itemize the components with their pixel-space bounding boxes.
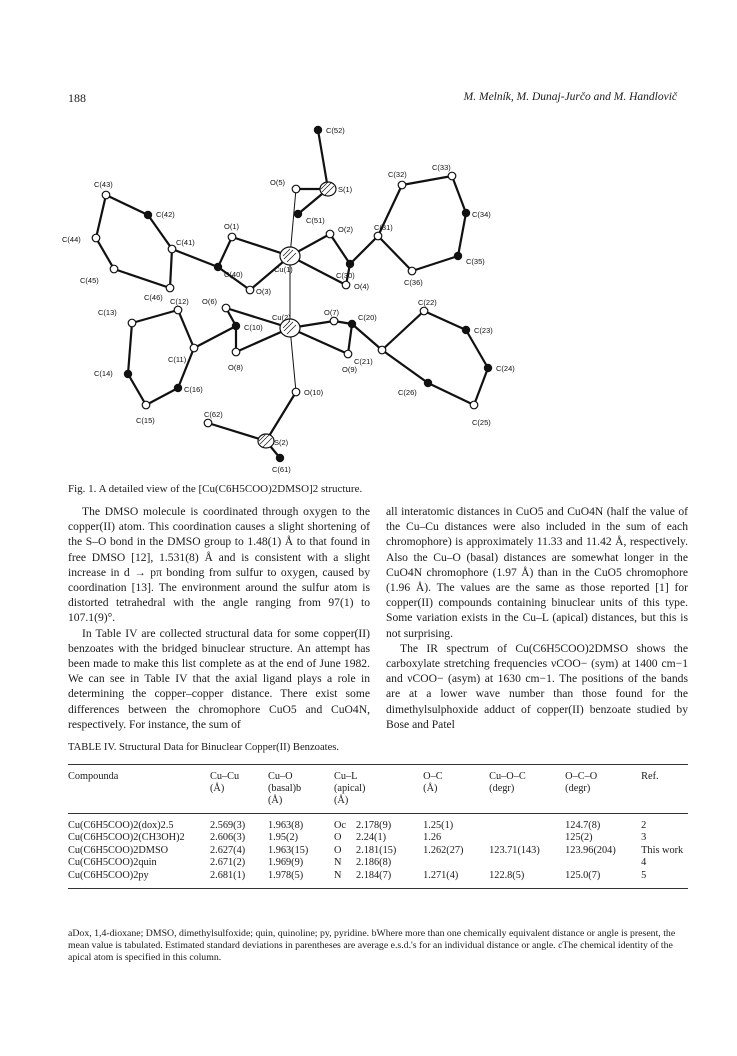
atom-C(12) (174, 306, 182, 314)
page-number: 188 (68, 91, 86, 105)
table-cell (423, 857, 489, 869)
body-column-left (68, 504, 370, 732)
atom-C(26) (424, 379, 431, 386)
atom-label: C(13) (98, 308, 117, 317)
atom-C(25) (470, 401, 478, 409)
table-cell (489, 814, 565, 833)
table-cell: 4 (641, 857, 647, 869)
atom-C(35) (454, 252, 461, 259)
atom-O(9) (344, 350, 352, 358)
bond-C(40)-C(41) (172, 249, 218, 267)
atom-label: C(45) (80, 276, 99, 285)
atom-C(42) (144, 211, 151, 218)
table-cell: Cu(C6H5COO)2py (68, 870, 210, 889)
bond-C(45)-C(46) (114, 269, 170, 288)
header-line: Cu–L (334, 771, 358, 782)
table-cell: 123.96(204) (565, 844, 616, 856)
atom-label: C(11) (168, 355, 187, 364)
atom-label: C(31) (374, 223, 393, 232)
table-row (68, 870, 688, 889)
atom-label: C(33) (432, 163, 451, 172)
table-iv (68, 764, 688, 889)
footnote-text: aDox, 1,4-dioxane; DMSO, dimethylsulfoxide; quin, quinoline; py, pyridine. bWhere more than one chemically equivalent distance or angle is present, the mean value is tabulated. Estimated standard deviations in parentheses are average e.s.d.'s for an individual distance or angle. cThe chemical identity of the apical atom is specified in this column. (68, 928, 676, 964)
col-header-cu-cu (210, 765, 268, 814)
atom-label: C(10) (244, 323, 263, 332)
atom-label: C(46) (144, 293, 163, 302)
bond-C(34)-C(35) (458, 213, 466, 256)
atom-C(44) (92, 234, 100, 242)
atom-C(33) (448, 172, 456, 180)
bond-C(41)-C(42) (148, 215, 172, 249)
table-cell: O (334, 832, 342, 844)
ortep-diagram (60, 118, 700, 478)
bond-C(30)-C(31) (350, 236, 378, 264)
table-cell: Oc (334, 820, 347, 831)
atom-label: C(14) (94, 369, 113, 378)
bond-O(2)-C(30) (330, 234, 350, 264)
atom-label: O(10) (304, 388, 324, 397)
atom-label: C(24) (496, 364, 515, 373)
atom-label: C(41) (176, 238, 195, 247)
atom-label: C(62) (204, 410, 223, 419)
table-cell: 2.671(2) (210, 857, 246, 869)
atom-C(34) (462, 209, 469, 216)
header-line: (Å) (210, 783, 225, 794)
col-header-cu-l (334, 765, 423, 814)
header-line: (degr) (565, 783, 591, 794)
running-head: M. Melník, M. Dunaj-Jurčo and M. Handlovič (463, 91, 677, 103)
bond-C(52)-S(1) (318, 130, 328, 189)
atom-O(2) (326, 230, 334, 238)
atom-S(2) (258, 434, 274, 448)
table-cell: 1.271(4) (423, 870, 489, 889)
header-line: Cu–O (268, 771, 293, 782)
bond-C(13)-C(14) (128, 323, 132, 374)
structural-data-table (68, 764, 688, 889)
header-line: (Å) (268, 795, 283, 806)
table-row (68, 857, 688, 869)
table-cell: 2.178(9) (356, 820, 392, 831)
col-header-compound (68, 765, 210, 814)
bond-C(46)-C(41) (170, 249, 172, 288)
atom-label: O(9) (342, 365, 357, 374)
table-cell: N (334, 870, 356, 889)
col-header-o-c-o (565, 765, 641, 814)
paragraph: The IR spectrum of Cu(C6H5COO)2DMSO shows the carboxylate stretching frequencies νCOO− (sym) at 1400 cm−1 and νCOO− (asym) at 1630 cm−1. The positions of the bands are at a lower wave number than those found for the dimethylsulphoxide adduct of copper(II) benzoate studied by Bose and Patel (386, 641, 688, 731)
bond-Cu(2)-O(10) (290, 328, 296, 392)
bond-C(26)-C(21) (382, 350, 428, 383)
atom-label: O(1) (224, 222, 239, 231)
header-line: (apical) (334, 783, 366, 794)
table-cell: 3 (641, 832, 647, 844)
bond-C(23)-C(24) (466, 330, 488, 368)
atom-C(31) (374, 232, 382, 240)
bond-C(12)-C(13) (132, 310, 178, 323)
table-cell: Cu(C6H5COO)2quin (68, 857, 157, 869)
bond-C(15)-C(16) (146, 388, 178, 405)
table-cell (489, 832, 565, 844)
col-header-cu-o-c (489, 765, 565, 814)
bond-C(25)-C(26) (428, 383, 474, 405)
bond-C(36)-C(31) (378, 236, 412, 271)
paragraph: all interatomic distances in CuO5 and CuO4N (half the value of the Cu–Cu distances were also included in the sum of each chromophore) is approximately 11.33 and 11.42 Å, respectively. Also the Cu–O (basal) distances are somewhat longer in the CuO4N chromophore (1.97 Å) than in the CuO5 chromophore (1.96 Å). The values are the same as those reported [1] for copper(II) compounds containing binuclear units of this type. Some variation exists in the Cu–L (apical) distances, but this is not surprising. (386, 505, 688, 640)
table-title: TABLE IV. Structural Data for Binuclear Copper(II) Benzoates. (68, 742, 340, 753)
atom-O(3) (246, 286, 254, 294)
atom-label: C(30) (336, 271, 355, 280)
bond-C(11)-C(12) (178, 310, 194, 348)
bond-C(32)-C(33) (402, 176, 452, 185)
table-cell: 1.969(9) (268, 857, 304, 869)
bond-C(43)-C(44) (96, 195, 106, 238)
atom-label: O(3) (256, 287, 271, 296)
atom-label: C(12) (170, 297, 189, 306)
header-line: Compounda (68, 771, 119, 782)
atom-C(14) (124, 370, 131, 377)
table-row (68, 832, 688, 844)
atom-C(15) (142, 401, 150, 409)
table-cell: 125(2) (565, 832, 593, 844)
header-line: Cu–Cu (210, 771, 240, 782)
header-line: (degr) (489, 783, 515, 794)
atom-label: O(6) (202, 297, 217, 306)
atom-label: C(34) (472, 210, 491, 219)
table-cell: 1.963(8) (268, 820, 304, 831)
atom-C(62) (204, 419, 212, 427)
atom-label: Cu(2) (272, 313, 291, 322)
bond-C(16)-C(11) (178, 348, 194, 388)
atom-C(36) (408, 267, 416, 275)
atom-label: C(51) (306, 216, 325, 225)
table-cell: 2.24(1) (356, 832, 387, 844)
atom-C(32) (398, 181, 406, 189)
bond-C(21)-C(22) (382, 311, 424, 350)
atom-label: C(15) (136, 416, 155, 425)
table-cell: 2.184(7) (356, 870, 423, 889)
atom-O(1) (228, 233, 236, 241)
table-cell: 124.7(8) (565, 820, 601, 831)
atom-label: C(21) (354, 357, 373, 366)
atom-C(45) (110, 265, 118, 273)
table-cell: N (334, 857, 342, 869)
header-line: O–C–O (565, 771, 598, 782)
atom-label: S(2) (274, 438, 289, 447)
body-column-right (386, 504, 688, 732)
atom-label: C(20) (358, 313, 377, 322)
atom-C(61) (276, 454, 283, 461)
table-cell: 1.978(5) (268, 870, 334, 889)
atom-C(10) (232, 322, 239, 329)
atom-C(40) (214, 263, 221, 270)
bond-S(2)-C(62) (208, 423, 266, 441)
bond-C(20)-C(21) (352, 324, 382, 350)
table-cell: 2.186(8) (356, 857, 392, 869)
table-cell: 2.569(3) (210, 820, 246, 831)
col-header-cu-o (268, 765, 334, 814)
atom-O(6) (222, 304, 230, 312)
atom-label: C(25) (472, 418, 491, 427)
atom-label: C(40) (224, 270, 243, 279)
atom-C(51) (294, 210, 301, 217)
atom-label: C(32) (388, 170, 407, 179)
table-cell: O (334, 844, 342, 856)
atom-S(1) (320, 182, 336, 196)
atom-label: O(7) (324, 308, 339, 317)
atom-C(46) (166, 284, 174, 292)
table-cell: Cu(C6H5COO)2(CH3OH)2 (68, 832, 185, 844)
bond-C(24)-C(25) (474, 368, 488, 405)
atom-label: C(16) (184, 385, 203, 394)
header-line: Ref. (641, 771, 659, 782)
atom-label: C(61) (272, 465, 291, 474)
paragraph: The DMSO molecule is coordinated through oxygen to the copper(II) atom. This coordination causes a slight shortening of the S–O bond in the DMSO group to 1.48(1) Å to that found in free DMSO [12], 1.531(8) Å and is consistent with a slight increase in d → pπ bonding from sulfur to oxygen, caused by coordination [13]. The environment around the sulfur atom is distorted tetrahedral with the angle ranging from 97(1) to 107.1(9)°. (68, 505, 370, 625)
atom-label: C(52) (326, 126, 345, 135)
table-cell: Cu(C6H5COO)2(dox)2.5 (68, 820, 174, 831)
atom-C(16) (174, 384, 181, 391)
table-cell: This work (641, 844, 684, 856)
table-cell (489, 857, 565, 869)
atom-label: C(22) (418, 298, 437, 307)
atom-C(13) (128, 319, 136, 327)
table-cell (565, 857, 641, 869)
table-cell: 1.95(2) (268, 832, 299, 844)
atom-C(23) (462, 326, 469, 333)
atom-label: O(2) (338, 225, 353, 234)
atom-C(24) (484, 364, 491, 371)
bond-C(35)-C(36) (412, 256, 458, 271)
atom-label: Cu(1) (274, 265, 293, 274)
atom-O(7) (330, 317, 338, 325)
header-line: (Å) (423, 783, 438, 794)
atom-label: C(26) (398, 388, 417, 397)
atom-label: O(8) (228, 363, 243, 372)
table-cell: 1.25(1) (423, 820, 454, 831)
table-cell: 2.606(3) (210, 832, 246, 844)
table-cell: 2.627(4) (210, 844, 246, 856)
bond-C(22)-C(23) (424, 311, 466, 330)
table-row (68, 845, 688, 857)
bond-C(14)-C(15) (128, 374, 146, 405)
bond-C(42)-C(43) (106, 195, 148, 215)
atom-label: C(43) (94, 180, 113, 189)
bond-O(5)-Cu(1) (290, 189, 296, 256)
molecular-structure-figure (60, 118, 700, 478)
atom-C(41) (168, 245, 176, 253)
table-cell: 5 (641, 870, 688, 889)
atom-C(22) (420, 307, 428, 315)
header-line: O–C (423, 771, 443, 782)
header-line: (Å) (334, 795, 349, 806)
atom-C(21) (378, 346, 386, 354)
table-row (68, 814, 688, 833)
table-cell: Cu(C6H5COO)2DMSO (68, 844, 169, 856)
atom-C(30) (346, 260, 353, 267)
figure-caption: Fig. 1. A detailed view of the [Cu(C6H5COO)2DMSO]2 structure. (68, 483, 363, 495)
table-cell: 122.8(5) (489, 870, 565, 889)
bond-C(33)-C(34) (452, 176, 466, 213)
header-line: Cu–O–C (489, 771, 526, 782)
atom-O(5) (292, 185, 300, 193)
bond-O(9)-C(20) (348, 324, 352, 354)
col-header-o-c (423, 765, 489, 814)
bond-C(44)-C(45) (96, 238, 114, 269)
atom-O(8) (232, 348, 240, 356)
table-cell: 2.681(1) (210, 870, 268, 889)
atom-O(4) (342, 281, 350, 289)
col-header-ref (641, 765, 688, 814)
atom-label: O(5) (270, 178, 285, 187)
table-footnote (68, 928, 688, 965)
table-cell: 125.0(7) (565, 870, 641, 889)
atom-label: C(42) (156, 210, 175, 219)
atom-O(10) (292, 388, 300, 396)
bond-O(1)-C(40) (218, 237, 232, 267)
paragraph: In Table IV are collected structural data for some copper(II) benzoates with the bridged binuclear structure. An attempt has been made to make this list complete as at the end of June 1982. We can see in Table IV that the axial ligand plays a role in determining the copper–copper distance. There exist some differences between the chromophore CuO5 and CuO4N, respectively. For instance, the sum of (68, 626, 370, 731)
atom-label: C(36) (404, 278, 423, 287)
table-cell: 2 (641, 820, 647, 831)
atom-label: S(1) (338, 185, 353, 194)
atom-Cu(1) (280, 247, 300, 265)
table-cell: 2.181(15) (356, 844, 397, 856)
bond-O(10)-S(2) (266, 392, 296, 441)
bond-C(10)-C(11) (194, 326, 236, 348)
table-cell: 123.71(143) (489, 844, 540, 856)
atom-C(43) (102, 191, 110, 199)
atom-label: C(44) (62, 235, 81, 244)
atom-C(52) (314, 126, 321, 133)
atom-label: C(23) (474, 326, 493, 335)
header-line: (basal)b (268, 783, 302, 794)
atom-C(20) (348, 320, 355, 327)
table-cell: 1.963(15) (268, 844, 309, 856)
table-cell: 1.26 (423, 832, 442, 844)
table-cell: 1.262(27) (423, 844, 464, 856)
atom-label: O(4) (354, 282, 369, 291)
atom-C(11) (190, 344, 198, 352)
atom-label: C(35) (466, 257, 485, 266)
